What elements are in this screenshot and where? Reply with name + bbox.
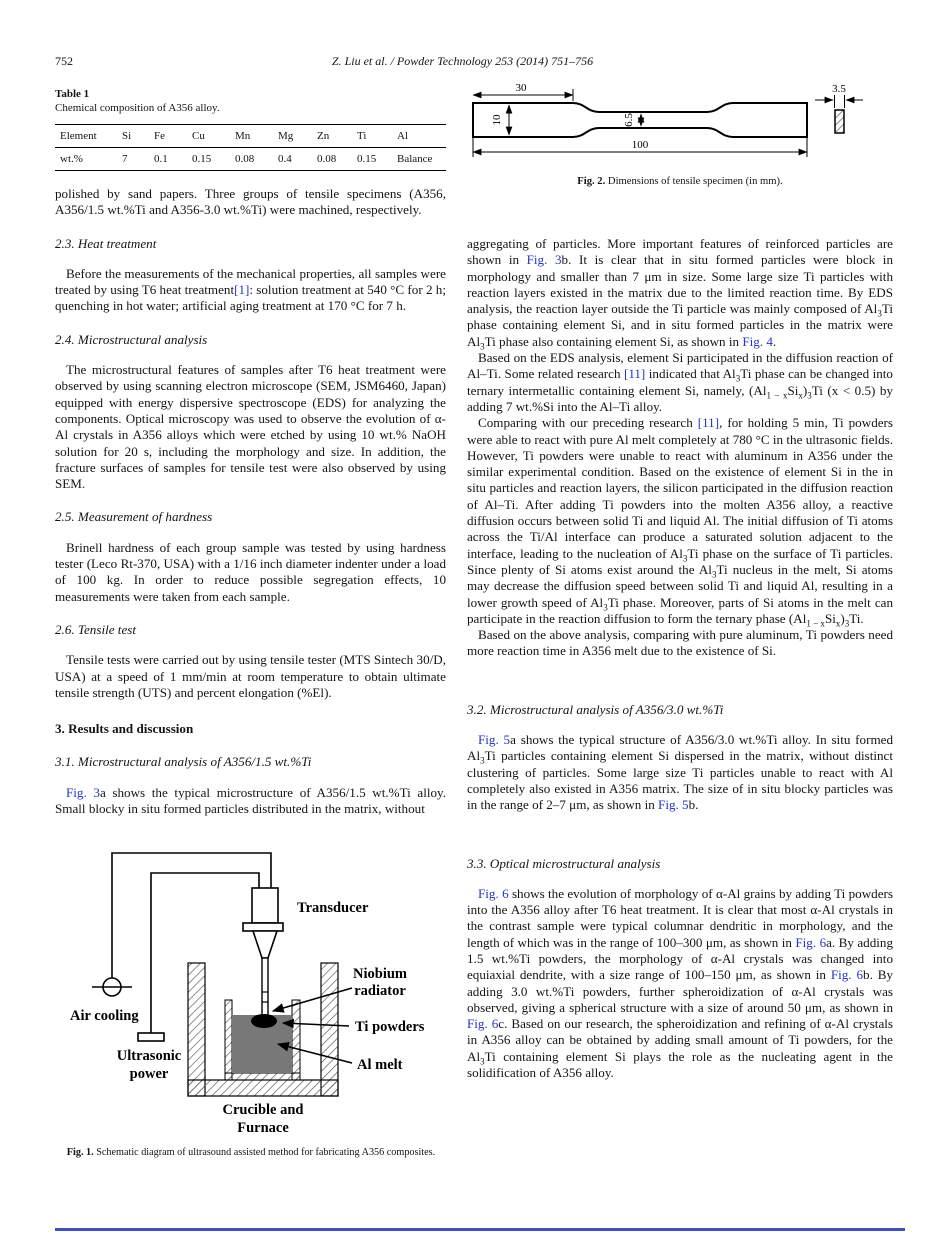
crucible-wall-left (225, 1000, 232, 1080)
table-label: Table 1 (55, 88, 90, 100)
text-run: b. By adding 3.0 wt.%Ti powders, further spheroidization of α-Al crystals was observed, giving a spherical structure with a size of around 50 μm, as shown in (467, 967, 894, 1015)
table-caption: Chemical composition of A356 alloy. (55, 102, 220, 114)
transducer-label: Transducer (297, 900, 369, 916)
figure-1-caption-text: Schematic diagram of ultrasound assisted method for fabricating A356 composites. (96, 1147, 436, 1158)
text-run: Si (787, 382, 799, 398)
text-run: Ti particles containing element Si dispersed in the matrix, without distinct clustering of particles. Some large size Ti particles unable to react with Al completely also existed in A356 matrix. The size of in situ blocky particles was in the range of 2–7 μm, as shown in (467, 748, 893, 813)
text-run: . (772, 333, 777, 349)
paragraph (467, 627, 893, 660)
text-run: Before the measurements of the mechanical properties, all samples were treated by using T6 heat treatment (55, 265, 446, 298)
dim-grip-width: 10 (491, 114, 503, 126)
text-run: Ti phase can be changed into ternary intermetallic containing element Si, namely, (Al (467, 366, 893, 398)
subscript-text: 1 − x (766, 390, 788, 401)
table-cell: 0.1 (154, 153, 168, 165)
dim-grip-length: 30 (515, 82, 527, 94)
paragraph (55, 540, 446, 605)
table-cell: 0.15 (357, 153, 377, 165)
subscript-text: x (798, 390, 803, 401)
column-header: Ti (352, 125, 392, 148)
text-run: ) (840, 610, 845, 626)
subscript-text: 3 (480, 755, 485, 766)
niobium-arrow (273, 988, 352, 1011)
column-header: Element (55, 125, 117, 148)
text-run: a. By adding 1.5 wt.%Ti powders, the morphology of α-Al crystals was changed into equiaxial dendrite, with a size range of 100–150 μm, as shown in (467, 934, 893, 983)
figure-2-label: Fig. 2. (577, 176, 606, 187)
table-cell: 0.4 (278, 153, 292, 165)
table-cell: 0.15 (192, 153, 212, 165)
subscript-text: 3 (735, 373, 741, 384)
tensile-specimen-drawing (463, 80, 903, 180)
text-run: Ti. (849, 610, 864, 626)
furnace-wall-right (321, 963, 338, 1096)
column-header: Al (392, 125, 446, 148)
subscript-text: 3 (480, 1056, 485, 1067)
text-run: Ti phase. Moreover, parts of Si atoms in the melt can participate in the reaction diffusion to form the ternary phase (Al (467, 594, 893, 626)
section-heading: 3. Results and discussion (55, 721, 194, 737)
section-heading: 2.6. Tensile test (55, 621, 136, 637)
paragraph (55, 186, 446, 219)
column-header: Mn (230, 125, 273, 148)
paragraph (467, 732, 893, 813)
text-run: aggregating of particles. More important features of reinforced particles are shown in (467, 236, 893, 268)
subscript-text: 3 (682, 553, 688, 564)
citation-link[interactable]: Fig. 6 (467, 1016, 499, 1032)
table-1 (55, 88, 446, 171)
paragraph (467, 415, 893, 627)
text-run: indicated that Al (645, 366, 736, 382)
section-heading: 2.5. Measurement of hardness (55, 509, 213, 525)
figure-2 (463, 80, 903, 180)
table-cell: wt.% (60, 153, 83, 165)
figure-1-caption (52, 1147, 450, 1158)
text-run: , for holding 5 min, Ti powders were able to react with pure Al melt completely at 780 °C in the ultrasonic fields. However, Ti powders were unable to react with aluminum in A356 under the similar experimental condition. Based on the existence of element Si in the in situ particles and reaction layers, the silicon participated in the diffusion reaction of Al–Ti. After adding Ti powders into the molten A356 alloy, a reactive diffusion occurs between solid Ti and liquid Al. The initial diffusion of Ti atoms across the Ti/Al interface can produce a saturated solution adjacent to the interface, leading to the nucleation of Al (467, 415, 894, 561)
section-heading: 3.3. Optical microstructural analysis (467, 855, 661, 871)
paragraph (467, 886, 893, 1082)
crucible-furnace-label: Crucible and (222, 1102, 304, 1118)
citation-link[interactable]: Fig. 6 (795, 934, 827, 950)
subscript-text: 3 (844, 618, 850, 629)
subscript-text: 3 (807, 390, 812, 401)
paragraph (55, 785, 446, 818)
niobium-rod (262, 958, 268, 1018)
column-header: Fe (149, 125, 187, 148)
niobium-radiator-label: radiator (354, 983, 406, 999)
table-cell: Balance (397, 153, 433, 165)
column-header: Mg (273, 125, 312, 148)
text-run: Ti (x < 0.5) by adding 7 wt.%Si into the Al–Ti alloy. (467, 382, 893, 414)
crucible-wall-right (292, 1000, 300, 1080)
al-melt-label: Al melt (357, 1057, 403, 1073)
paragraph (467, 350, 893, 415)
table-cell: 0.08 (317, 153, 337, 165)
table-cell: 0.08 (235, 153, 255, 165)
subscript-text: 1 − x (806, 618, 825, 629)
text-run: polished by sand papers. Three groups of tensile specimens (A356, A356/1.5 wt.%Ti and A356-3.0 wt.%Ti) were machined, respectively. (55, 186, 446, 218)
citation-link[interactable]: Fig. 6 (478, 885, 509, 901)
crucible-bottom (225, 1073, 300, 1080)
horn-cone (253, 931, 277, 958)
column-header: Cu (187, 125, 230, 148)
citation-link[interactable]: Fig. 6 (830, 967, 864, 983)
furnace-bottom (188, 1080, 338, 1096)
citation-link[interactable]: Fig. 4 (742, 333, 773, 349)
subscript-text: 3 (877, 308, 882, 319)
text-run: Based on the above analysis, comparing with pure aluminum, Ti powders need more reaction time in A356 melt due to the existence of Si. (467, 627, 893, 659)
paragraph (55, 362, 446, 492)
outer-wire (112, 853, 271, 978)
specimen-outline (473, 103, 807, 137)
dim-gauge-width: 6.5 (623, 113, 635, 127)
subscript-text: 3 (711, 569, 717, 580)
figure-2-caption (467, 176, 893, 187)
citation-link[interactable]: [11] (697, 415, 720, 431)
ultrasonic-power-label: Ultrasonic (116, 1048, 182, 1064)
table-row (55, 148, 446, 171)
niobium-radiator-label: Niobium (353, 966, 407, 982)
subscript-text: 3 (480, 341, 485, 352)
left-column (55, 186, 446, 817)
page-number: 752 (55, 54, 73, 68)
subscript-text: x (835, 618, 841, 629)
running-title: Z. Liu et al. / Powder Technology 253 (2014) 751–756 (331, 54, 594, 68)
text-run: Si (824, 610, 836, 626)
subscript-text: 3 (603, 602, 608, 613)
text-run: The microstructural features of samples after T6 heat treatment were observed by using scanning electron microscope (SEM, JSM6460, Japan) equipped with energy dispersive spectroscope (EDS) for analyzing the components. Optical microscopy was used to observe the evolution of α-Al crystals in A356 alloys which were etched by using 10 wt.% NaOH solution for 20 s, including the morphology and size. In addition, the fracture surfaces of samples for tensile test were also observed by using SEM. (55, 362, 446, 492)
text-run: shows the evolution of morphology of α-Al grains by adding Ti powders into the A356 alloy after T6 heat treatment. It is clear that most α-Al crystals in the contrast sample were typical columnar dendritic in morphology, and the length of which was in the range of 100–300 μm, as shown in (467, 885, 893, 950)
ultrasonic-power-symbol (138, 1033, 164, 1041)
table-cell: 7 (122, 153, 128, 165)
figure-2-caption-text: Dimensions of tensile specimen (in mm). (607, 176, 783, 187)
air-cooling-label: Air cooling (70, 1008, 139, 1024)
section-heading: 3.2. Microstructural analysis of A356/3.0 wt.%Ti (467, 701, 724, 717)
text-run: Ti nucleus in the melt, Si atoms may decrease the diffusion speed between solid Ti and liquid Al, resulting in a lower growth speed of Al (467, 561, 893, 610)
composition-table (55, 124, 446, 171)
citation-link[interactable]: Fig. 3 (526, 252, 562, 268)
crucible-furnace-label: Furnace (237, 1120, 289, 1136)
figure-1-label: Fig. 1. (66, 1147, 94, 1158)
ultrasonic-power-label: power (129, 1066, 169, 1082)
text-run: Ti phase containing element Si, and in situ formed particles in the matrix were Al (467, 301, 893, 349)
text-run: Tensile tests were carried out by using tensile tester (MTS Sintech 30/D, USA) at a speed of 1 mm/min at room temperature to obtain ultimate tensile strength (UTS) and percent elongation (%El). (55, 652, 446, 700)
transducer-flange (243, 923, 283, 931)
text-run: Brinell hardness of each group sample was tested by using hardness tester (Leco Rt-370, USA) with a 1/16 inch diameter indenter under a load of 100 kg. In order to reduce possible segregation effects, 10 measurements were taken from each sample. (55, 539, 446, 604)
paragraph (55, 652, 446, 701)
text-run: Comparing with our preceding research (478, 415, 698, 431)
text-run: b. (688, 797, 699, 813)
text-run: b. It is clear that in situ formed particles were block in morphology and smaller than 7 μm in size. Some large size Ti particles with reaction layers existed in the matrix due to the limited reaction time. By EDS analysis, the reaction layer outside the Ti particle was mainly composed of Al (467, 252, 893, 317)
figure-1 (58, 842, 448, 1142)
text-run: a shows the typical microstructure of A356/1.5 wt.%Ti alloy. Small blocky in situ formed particles distributed in the matrix, without (55, 784, 446, 817)
dim-thickness: 3.5 (832, 83, 846, 95)
paragraph (55, 266, 446, 315)
text-run: Ti phase also containing element Si, as shown in (484, 333, 743, 349)
citation-link[interactable]: Fig. 5 (658, 797, 689, 813)
thickness-section (835, 110, 844, 133)
text-run: Based on the EDS analysis, element Si participated in the diffusion reaction of Al–Ti. Some related research (467, 350, 893, 382)
ti-powders-label: Ti powders (355, 1019, 425, 1035)
right-column (467, 236, 893, 1081)
text-run: Ti phase on the surface of Ti particles. Since plenty of Si atoms exist around the Al (467, 545, 893, 577)
furnace-wall-left (188, 963, 205, 1096)
paragraph (467, 236, 893, 350)
ultrasound-setup-diagram (58, 842, 448, 1142)
text-run: : solution treatment at 540 °C for 2 h; quenching in hot water; artificial aging treatment at 170 °C for 7 h. (55, 282, 446, 314)
column-header: Zn (312, 125, 352, 148)
ti-powder-cloud (251, 1014, 277, 1028)
citation-link[interactable]: [11] (623, 366, 646, 382)
citation-link[interactable]: Fig. 3 (66, 784, 100, 800)
page-bottom-rule (55, 1228, 905, 1231)
citation-link[interactable]: Fig. 5 (478, 732, 511, 748)
text-run: a shows the typical structure of A356/3.0 wt.%Ti alloy. In situ formed Al (467, 732, 893, 764)
dim-total-length: 100 (631, 139, 649, 151)
text-run: Ti containing element Si plays the role as the nucleating agent in the solidification of A356 alloy. (467, 1048, 893, 1081)
citation-link[interactable]: [1] (234, 282, 250, 298)
text-run: ) (802, 382, 808, 398)
column-header: Si (117, 125, 149, 148)
text-run: c. Based on our research, the spheroidization and refining of α-Al crystals in A356 alloy can be obtained by adding small amount of Ti powders, for the Al (467, 1016, 893, 1064)
transducer-body (252, 888, 278, 923)
table-header-row (55, 125, 446, 148)
section-heading: 2.4. Microstructural analysis (55, 331, 208, 347)
section-heading: 3.1. Microstructural analysis of A356/1.5 wt.%Ti (55, 754, 312, 770)
section-heading: 2.3. Heat treatment (55, 235, 157, 251)
